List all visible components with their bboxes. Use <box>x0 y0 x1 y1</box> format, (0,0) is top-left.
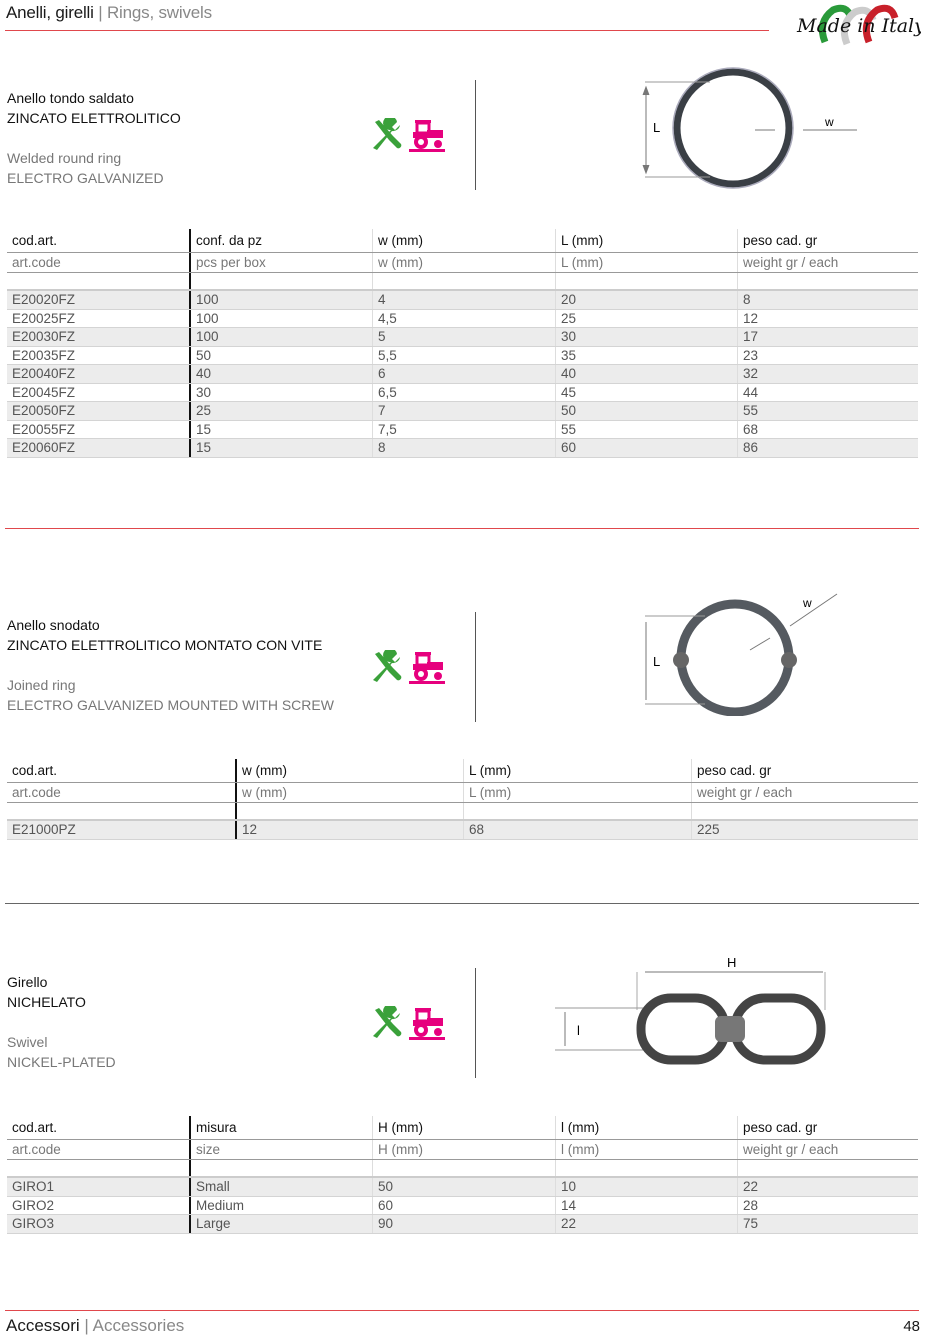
table-cell: 60 <box>372 1197 555 1215</box>
tractor-icon <box>409 650 445 689</box>
table-cell: E20050FZ <box>12 403 76 418</box>
table-cell: 100 <box>189 328 372 346</box>
table-row <box>7 421 918 440</box>
product-finish-en: ELECTRO GALVANIZED <box>7 170 164 186</box>
table-cell <box>463 803 691 819</box>
table-subheader-row <box>7 253 918 273</box>
table-cell: art.code <box>12 1142 61 1157</box>
table-cell: weight gr / each <box>737 253 918 272</box>
table-spacer-row <box>7 273 918 291</box>
table-row <box>7 1197 918 1216</box>
table-cell: w (mm) <box>372 253 555 272</box>
joined-ring-image <box>635 588 845 716</box>
product-name-it: Anello tondo saldato <box>7 90 134 106</box>
table-cell: w (mm) <box>372 229 555 252</box>
table-cell: 35 <box>555 347 737 365</box>
product-name-it: Anello snodato <box>7 617 100 633</box>
table-cell: E21000PZ <box>12 822 76 837</box>
page-footer <box>6 1316 184 1336</box>
table-cell: GIRO3 <box>12 1216 55 1231</box>
header-separator: | <box>98 3 103 22</box>
table-cell <box>372 273 555 289</box>
table-cell: 20 <box>555 291 737 309</box>
vertical-divider <box>475 612 476 722</box>
product-description <box>7 972 116 1072</box>
table-header-row <box>7 1116 918 1140</box>
table-cell: E20055FZ <box>12 421 76 437</box>
table-row <box>7 365 918 384</box>
table-cell: cod.art. <box>12 233 58 248</box>
page-header <box>6 3 212 23</box>
table-header-row <box>7 229 918 253</box>
swivel-image <box>555 950 835 1070</box>
table-cell: conf. da pz <box>189 229 372 252</box>
table-cell: cod.art. <box>12 1120 58 1135</box>
table-cell: cod.art. <box>12 763 58 778</box>
table-cell: 23 <box>737 347 918 365</box>
product-table <box>7 1116 918 1234</box>
table-cell: 30 <box>555 328 737 346</box>
table-cell: 12 <box>737 310 918 328</box>
table-cell: L (mm) <box>463 759 691 782</box>
table-cell <box>7 803 235 819</box>
table-cell: 12 <box>235 821 463 839</box>
table-row <box>7 1215 918 1234</box>
tractor-icon <box>409 1006 445 1045</box>
header-rule <box>5 30 769 31</box>
table-cell: 90 <box>372 1215 555 1233</box>
dim-label: w <box>803 596 812 610</box>
table-cell: 17 <box>737 328 918 346</box>
table-cell: 32 <box>737 365 918 383</box>
product-finish-it: NICHELATO <box>7 994 86 1010</box>
table-cell: pcs per box <box>189 253 372 272</box>
table-cell: Small <box>189 1178 372 1196</box>
table-cell: 60 <box>555 439 737 457</box>
table-cell: art.code <box>12 785 61 800</box>
table-cell: L (mm) <box>555 253 737 272</box>
footer-title-it: Accessori <box>6 1316 80 1335</box>
table-cell: 6,5 <box>372 384 555 402</box>
header-title-en: Rings, swivels <box>106 3 212 22</box>
table-row <box>7 310 918 329</box>
table-cell: w (mm) <box>235 783 463 802</box>
table-cell: 7,5 <box>372 421 555 439</box>
product-name-en: Joined ring <box>7 677 76 693</box>
tools-icon <box>369 118 405 157</box>
table-cell: 5 <box>372 328 555 346</box>
dim-label: w <box>825 115 834 129</box>
table-row <box>7 821 918 840</box>
table-cell: E20040FZ <box>12 366 76 381</box>
product-finish-it: ZINCATO ELETTROLITICO <box>7 110 181 126</box>
table-cell <box>737 273 918 289</box>
table-cell: 4,5 <box>372 310 555 328</box>
tools-icon <box>369 1006 405 1045</box>
table-cell: L (mm) <box>555 229 737 252</box>
table-cell: 100 <box>189 310 372 328</box>
header-title-it: Anelli, girelli <box>6 3 94 22</box>
table-cell: 75 <box>737 1215 918 1233</box>
table-cell: 22 <box>737 1178 918 1196</box>
table-cell: 7 <box>372 402 555 420</box>
table-row <box>7 439 918 458</box>
table-cell: E20060FZ <box>12 440 76 455</box>
table-cell: 40 <box>189 365 372 383</box>
product-table <box>7 229 918 458</box>
tools-icon <box>369 650 405 689</box>
table-cell: 40 <box>555 365 737 383</box>
table-header-row <box>7 759 918 783</box>
svg-text:Made in Italy: Made in Italy <box>797 15 921 37</box>
table-cell: 55 <box>737 402 918 420</box>
table-cell: art.code <box>12 255 61 270</box>
table-cell: peso cad. gr <box>691 759 918 782</box>
table-cell <box>555 1160 737 1176</box>
tractor-icon <box>409 118 445 157</box>
table-cell: L (mm) <box>463 783 691 802</box>
table-cell: 25 <box>555 310 737 328</box>
table-cell: E20020FZ <box>12 292 76 307</box>
vertical-divider <box>475 80 476 190</box>
table-cell <box>372 1160 555 1176</box>
footer-separator: | <box>84 1316 89 1335</box>
table-cell: H (mm) <box>372 1116 555 1139</box>
footer-title-en: Accessories <box>92 1316 185 1335</box>
table-cell: GIRO1 <box>12 1179 55 1194</box>
product-finish-it: ZINCATO ELETTROLITICO MONTATO CON VITE <box>7 637 323 653</box>
dim-label: H <box>727 955 737 970</box>
table-cell: 30 <box>189 384 372 402</box>
table-subheader-row <box>7 783 918 803</box>
table-cell: weight gr / each <box>737 1140 918 1159</box>
table-cell: E20035FZ <box>12 347 76 363</box>
table-row <box>7 402 918 421</box>
table-cell: 8 <box>372 439 555 457</box>
table-cell: peso cad. gr <box>737 1116 918 1139</box>
table-cell: 50 <box>189 347 372 365</box>
table-cell <box>235 803 463 819</box>
table-cell: Medium <box>189 1197 372 1215</box>
product-table <box>7 759 918 840</box>
welded-ring-image <box>635 65 865 195</box>
table-cell: 6 <box>372 365 555 383</box>
made-in-italy-logo <box>795 2 921 52</box>
table-cell: 14 <box>555 1197 737 1215</box>
table-cell <box>189 273 372 289</box>
product-name-en: Swivel <box>7 1034 48 1050</box>
product-finish-en: ELECTRO GALVANIZED MOUNTED WITH SCREW <box>7 697 334 713</box>
product-finish-en: NICKEL-PLATED <box>7 1054 116 1070</box>
table-cell: E20025FZ <box>12 310 76 326</box>
dim-label: L <box>653 654 661 669</box>
product-name-it: Girello <box>7 974 48 990</box>
table-spacer-row <box>7 803 918 821</box>
table-cell: 5,5 <box>372 347 555 365</box>
table-cell: 55 <box>555 421 737 439</box>
footer-rule <box>5 1310 919 1311</box>
table-cell: E20045FZ <box>12 384 76 400</box>
table-cell: 68 <box>737 421 918 439</box>
table-cell <box>737 1160 918 1176</box>
table-cell: 225 <box>691 821 918 839</box>
table-cell: l (mm) <box>555 1116 737 1139</box>
table-cell: l (mm) <box>555 1140 737 1159</box>
table-row <box>7 328 918 347</box>
table-cell: 50 <box>372 1178 555 1196</box>
table-cell: 22 <box>555 1215 737 1233</box>
table-row <box>7 347 918 366</box>
table-cell <box>691 803 918 819</box>
table-cell <box>7 1160 189 1176</box>
table-cell: misura <box>189 1116 372 1139</box>
table-cell: 100 <box>189 291 372 309</box>
table-row <box>7 1178 918 1197</box>
table-cell: 50 <box>555 402 737 420</box>
table-cell: 8 <box>737 291 918 309</box>
table-cell: Large <box>189 1215 372 1233</box>
table-cell: 15 <box>189 439 372 457</box>
table-cell <box>555 273 737 289</box>
table-cell: 15 <box>189 421 372 439</box>
table-cell <box>189 1160 372 1176</box>
table-cell: 45 <box>555 384 737 402</box>
table-cell: peso cad. gr <box>737 229 918 252</box>
table-spacer-row <box>7 1160 918 1178</box>
vertical-divider <box>475 968 476 1078</box>
dim-label: L <box>653 120 661 135</box>
product-description <box>7 615 334 715</box>
table-row <box>7 291 918 310</box>
section-rule <box>5 903 919 904</box>
table-subheader-row <box>7 1140 918 1160</box>
table-cell: weight gr / each <box>691 783 918 802</box>
table-cell: GIRO2 <box>12 1197 55 1213</box>
product-description <box>7 88 181 188</box>
table-cell: H (mm) <box>372 1140 555 1159</box>
product-name-en: Welded round ring <box>7 150 122 166</box>
table-cell: 25 <box>189 402 372 420</box>
table-cell: 10 <box>555 1178 737 1196</box>
table-cell: size <box>189 1140 372 1159</box>
section-rule <box>5 528 919 529</box>
table-cell: w (mm) <box>235 759 463 782</box>
table-cell: 68 <box>463 821 691 839</box>
table-cell: 86 <box>737 439 918 457</box>
table-cell: E20030FZ <box>12 329 76 344</box>
table-cell: 44 <box>737 384 918 402</box>
table-row <box>7 384 918 403</box>
table-cell: 4 <box>372 291 555 309</box>
dim-label: l <box>577 1023 580 1038</box>
table-cell: 28 <box>737 1197 918 1215</box>
page-number: 48 <box>903 1318 920 1335</box>
table-cell <box>7 273 189 289</box>
